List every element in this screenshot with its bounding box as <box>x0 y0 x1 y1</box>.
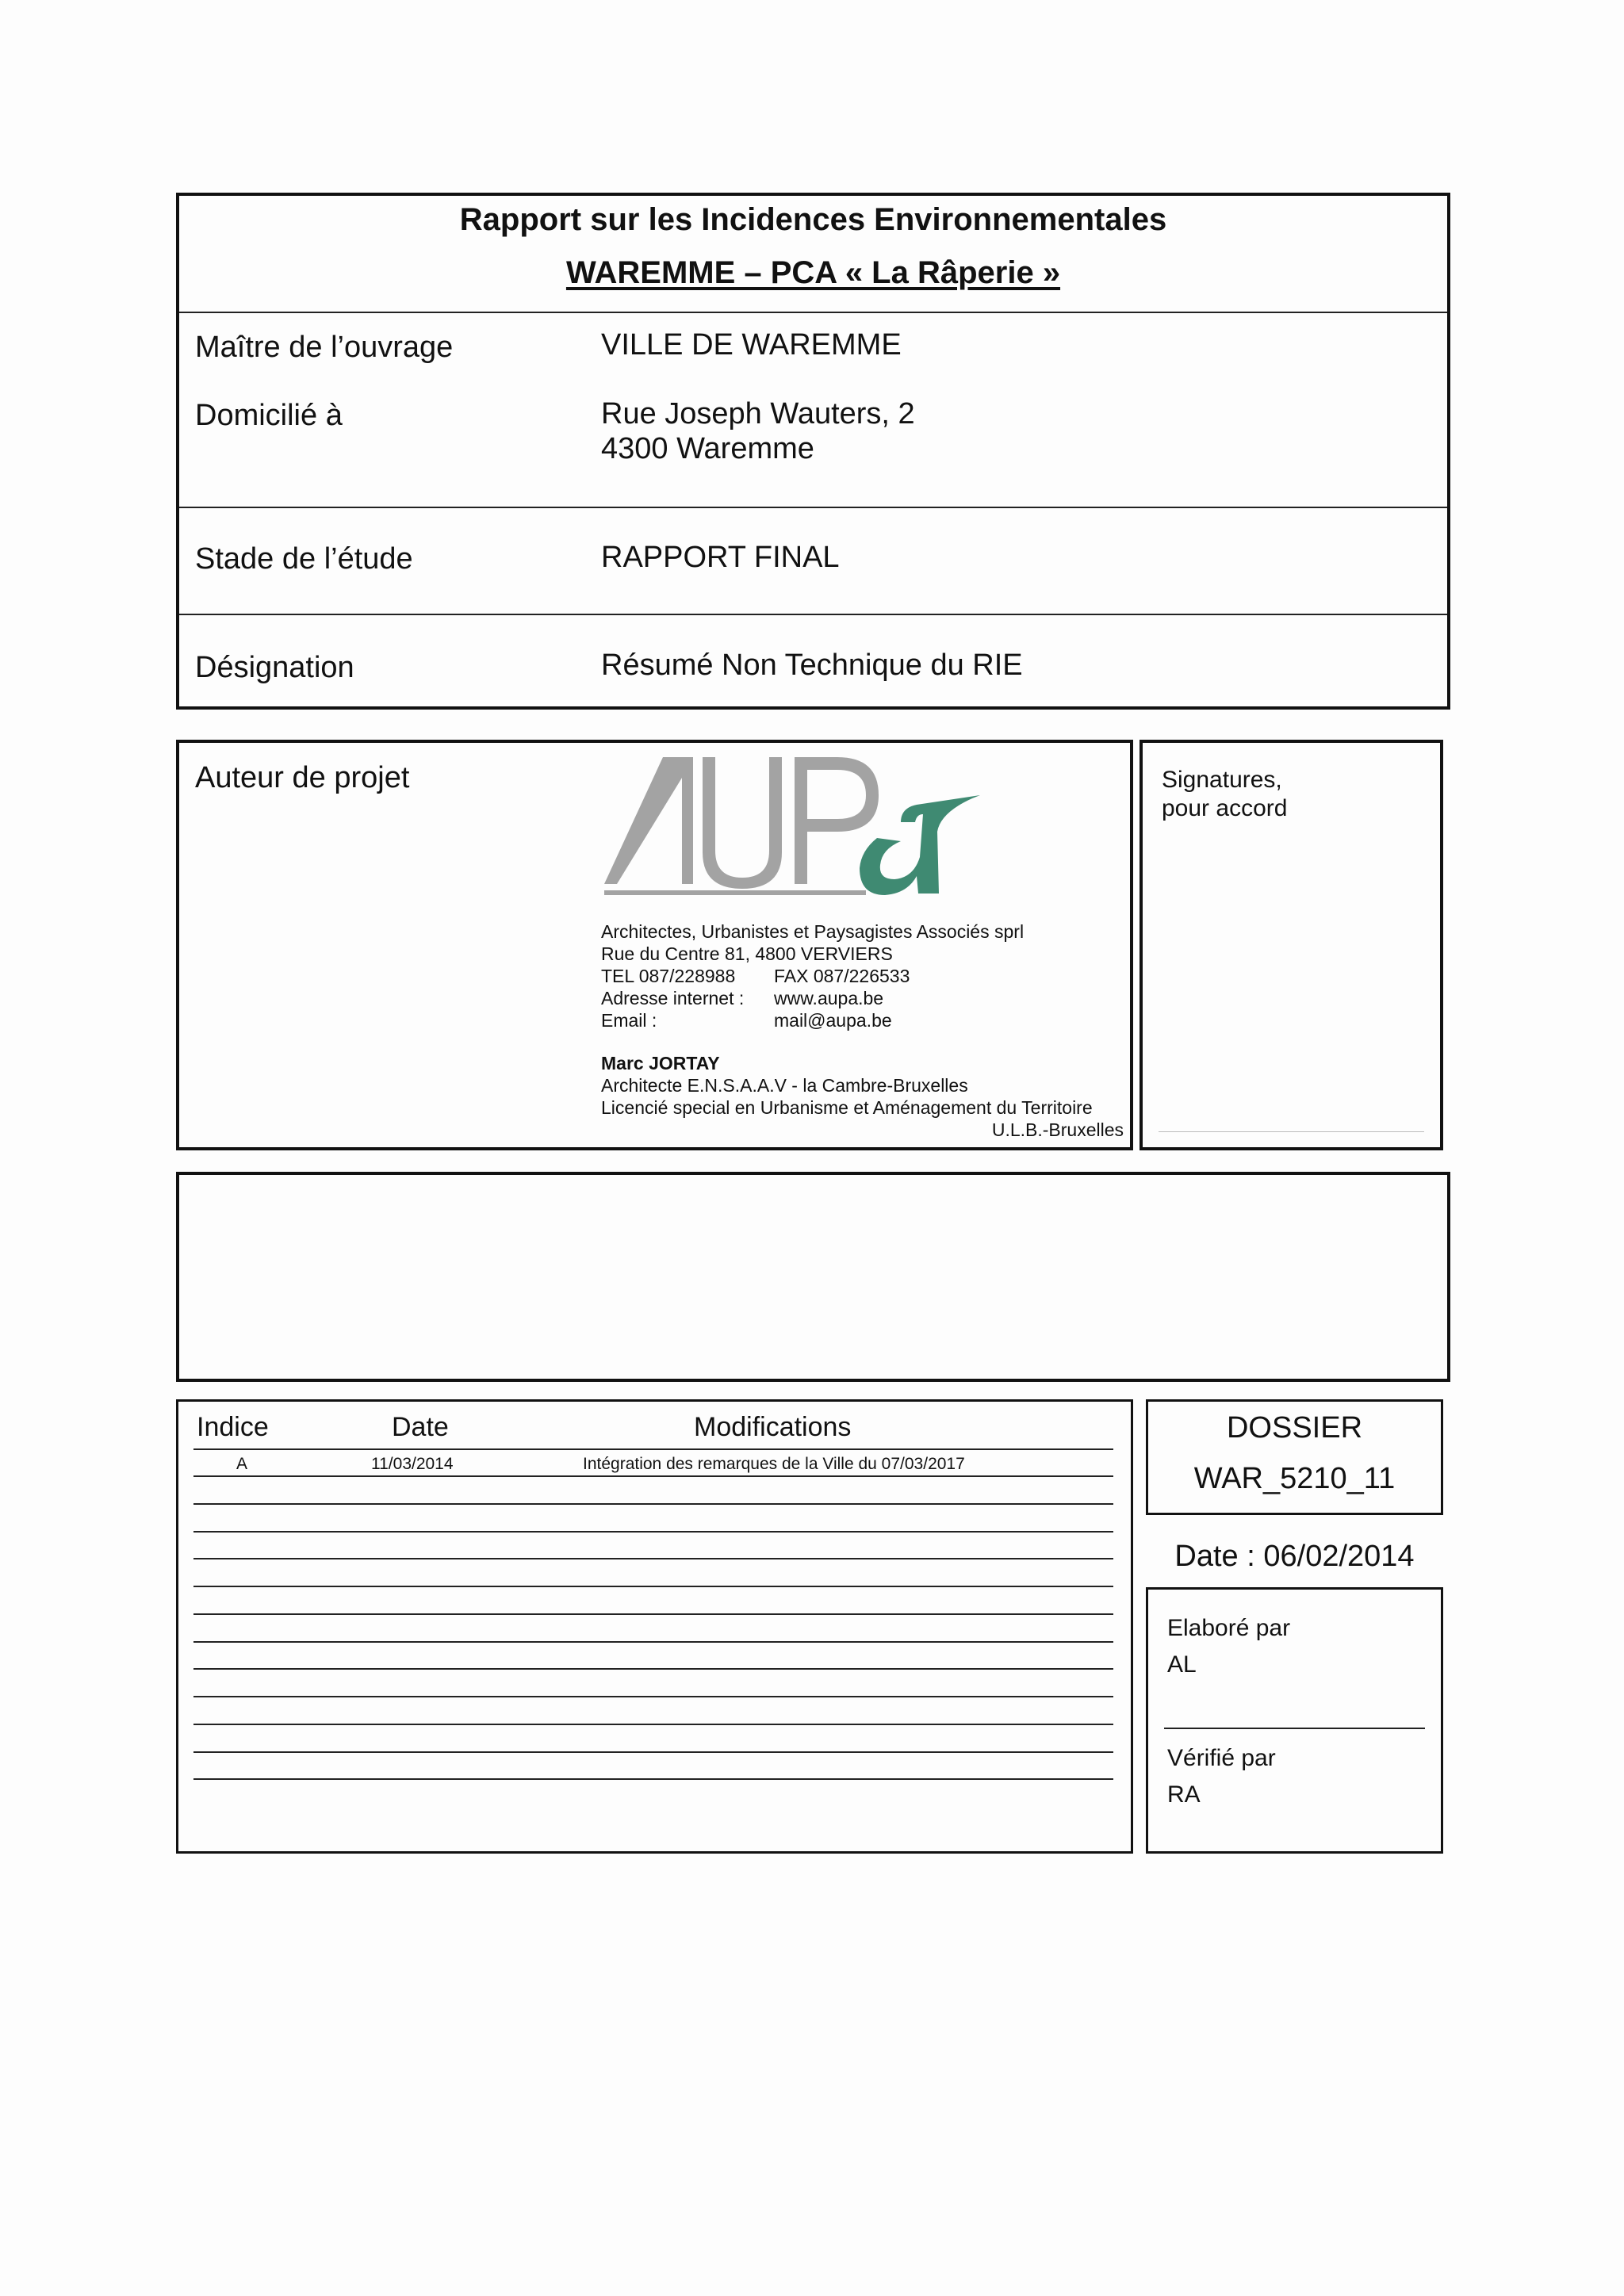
divider <box>179 312 1447 313</box>
header-modifications: Modifications <box>694 1412 852 1442</box>
designation-label: Désignation <box>195 651 354 684</box>
row-line <box>193 1641 1113 1643</box>
person-line3: U.L.B.-Bruxelles <box>991 1119 1124 1140</box>
email-value[interactable]: mail@aupa.be <box>774 1010 892 1031</box>
row-indice: A <box>236 1455 248 1473</box>
dossier-label: DOSSIER <box>1226 1411 1363 1445</box>
row-line <box>193 1448 1113 1450</box>
verifie-label: Vérifié par <box>1167 1745 1276 1771</box>
aupa-logo <box>599 749 1012 908</box>
designation-value: Résumé Non Technique du RIE <box>601 649 1023 682</box>
validation-divider <box>1164 1728 1425 1729</box>
report-title: Rapport sur les Incidences Environnementales <box>459 202 1167 237</box>
row-date: 11/03/2014 <box>371 1455 454 1473</box>
dossier-date: Date : 06/02/2014 <box>1174 1540 1415 1573</box>
row-line <box>193 1724 1113 1725</box>
blank-box <box>176 1172 1450 1382</box>
author-label: Auteur de projet <box>195 761 410 794</box>
email-label: Email : <box>601 1010 657 1031</box>
web-value[interactable]: www.aupa.be <box>774 988 884 1008</box>
row-line <box>193 1751 1113 1753</box>
domicile-label: Domicilié à <box>195 399 343 432</box>
web-label: Adresse internet : <box>601 988 745 1008</box>
signature-line <box>1159 1131 1424 1132</box>
row-line <box>193 1558 1113 1559</box>
signature-line2: pour accord <box>1162 795 1288 821</box>
maitre-value: VILLE DE WAREMME <box>601 328 902 362</box>
validation-box <box>1146 1587 1443 1854</box>
report-subtitle: WAREMME – PCA « La Râperie » <box>565 255 1061 290</box>
domicile-line2: 4300 Waremme <box>601 432 814 465</box>
row-line <box>193 1503 1113 1505</box>
signature-line1: Signatures, <box>1162 767 1282 793</box>
revision-table <box>176 1399 1133 1854</box>
author-box <box>176 740 1133 1150</box>
elabore-value: AL <box>1167 1651 1197 1678</box>
person-line2: Licencié special en Urbanisme et Aménagement du Territoire <box>601 1097 1093 1118</box>
maitre-label: Maître de l’ouvrage <box>195 331 454 364</box>
row-line <box>193 1668 1113 1670</box>
row-line <box>193 1696 1113 1697</box>
stade-label: Stade de l’étude <box>195 542 413 576</box>
company-tel: TEL 087/228988 <box>601 966 736 986</box>
row-line <box>193 1778 1113 1780</box>
header-indice: Indice <box>197 1412 269 1442</box>
header-date: Date <box>392 1412 449 1442</box>
company-address: Rue du Centre 81, 4800 VERVIERS <box>601 943 893 964</box>
dossier-number: WAR_5210_11 <box>1193 1462 1396 1495</box>
company-name: Architectes, Urbanistes et Paysagistes Associés sprl <box>601 921 1025 942</box>
company-fax: FAX 087/226533 <box>774 966 910 986</box>
stade-value: RAPPORT FINAL <box>601 541 840 574</box>
person-name: Marc JORTAY <box>601 1053 720 1073</box>
row-line <box>193 1586 1113 1587</box>
row-line <box>193 1475 1113 1477</box>
verifie-value: RA <box>1167 1781 1201 1808</box>
row-modification: Intégration des remarques de la Ville du 07/03/2017 <box>583 1455 965 1473</box>
dossier-box <box>1146 1399 1443 1515</box>
row-line <box>193 1531 1113 1533</box>
divider <box>179 614 1447 615</box>
document-info-box <box>176 193 1450 710</box>
domicile-line1: Rue Joseph Wauters, 2 <box>601 397 915 430</box>
signature-box <box>1139 740 1443 1150</box>
row-line <box>193 1613 1113 1615</box>
divider <box>179 507 1447 508</box>
person-line1: Architecte E.N.S.A.A.V - la Cambre-Bruxelles <box>601 1075 968 1096</box>
elabore-label: Elaboré par <box>1167 1615 1291 1641</box>
